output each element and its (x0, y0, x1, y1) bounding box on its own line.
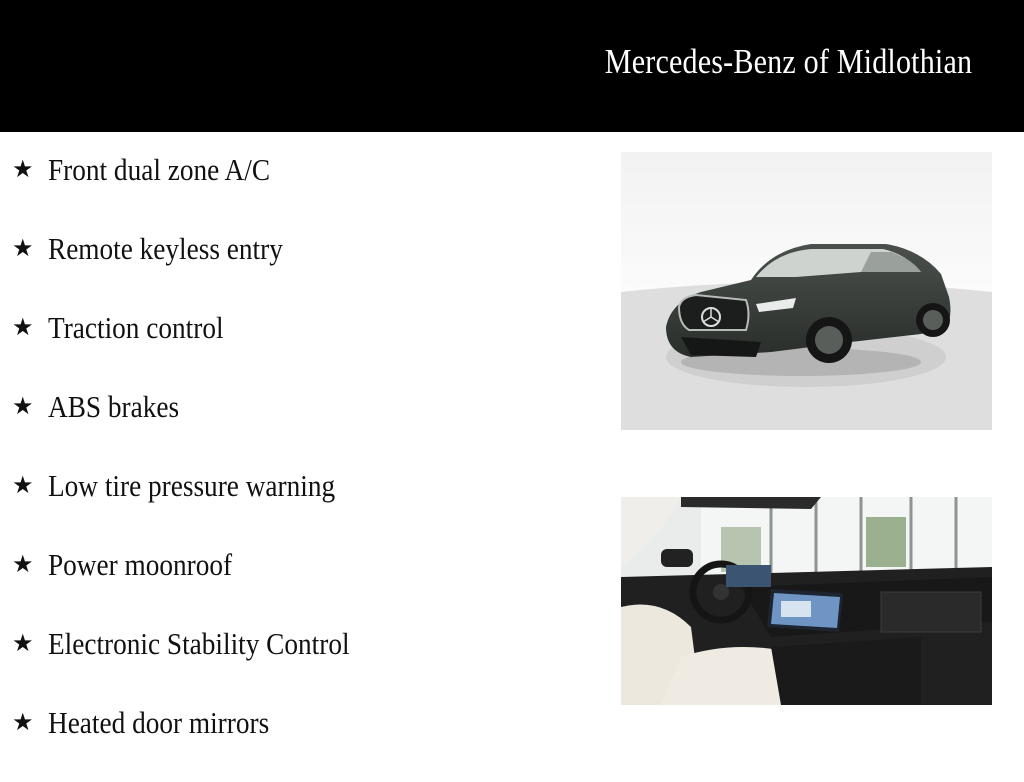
star-icon: ★ (12, 315, 34, 341)
star-icon: ★ (12, 236, 34, 262)
car-interior-photo (621, 497, 992, 705)
feature-list (12, 150, 391, 782)
feature-item (12, 150, 391, 229)
star-icon: ★ (12, 710, 34, 736)
feature-label: Electronic Stability Control (48, 626, 350, 661)
feature-item (12, 624, 391, 703)
star-icon: ★ (12, 473, 34, 499)
feature-label: ABS brakes (48, 389, 180, 424)
feature-item (12, 466, 391, 545)
car-exterior-photo (621, 152, 992, 430)
feature-item (12, 387, 391, 466)
feature-label: Low tire pressure warning (48, 468, 336, 503)
star-icon: ★ (12, 631, 34, 657)
feature-item (12, 703, 391, 782)
star-icon: ★ (12, 394, 34, 420)
feature-label: Heated door mirrors (48, 705, 270, 740)
feature-item (12, 308, 391, 387)
star-icon: ★ (12, 157, 34, 183)
header-bar (0, 0, 1024, 132)
dealer-name: Mercedes-Benz of Midlothian (604, 42, 972, 81)
feature-label: Remote keyless entry (48, 231, 283, 266)
star-icon: ★ (12, 552, 34, 578)
feature-label: Power moonroof (48, 547, 233, 582)
feature-item (12, 229, 391, 308)
feature-label: Traction control (48, 310, 224, 345)
feature-label: Front dual zone A/C (48, 152, 271, 187)
feature-item (12, 545, 391, 624)
